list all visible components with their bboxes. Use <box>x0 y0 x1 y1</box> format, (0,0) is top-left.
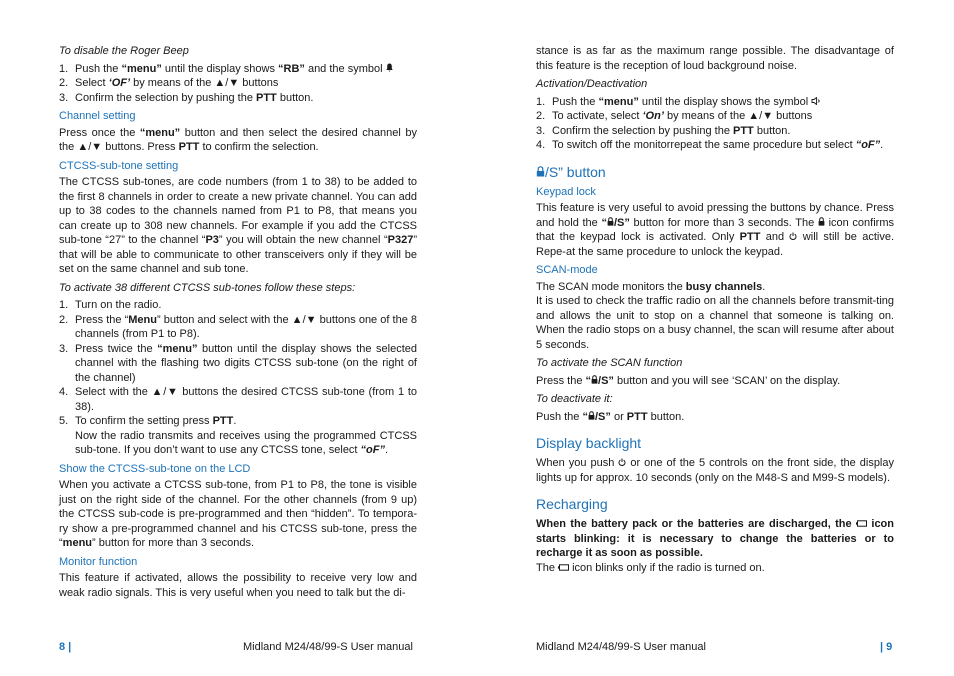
lock-icon <box>818 217 825 228</box>
monitor-text: This feature if activated, allows the possibility to receive very low and weak radio signals. This is very useful when you need to talk but the di- <box>59 572 417 599</box>
bell-icon <box>386 63 393 74</box>
lock-icon <box>536 166 545 179</box>
channel-title: Channel setting <box>59 110 136 122</box>
list-item: 5. To confirm the setting press PTT. Now the radio transmits and receives using the programmed CTCSS sub-tone. If you don’t want to use any CTCSS tone, select “oF”. <box>59 415 417 456</box>
button-heading: /S” button <box>536 163 894 181</box>
show-text: When you activate a CTCSS sub-tone, from P1 to P8, the tone is visible just on the right side of the channel. For the other channels (from 9 up) the CTCSS sub-code is pre-programmed and then “hidden”. To tempora-ry show a pre-programmed channel and his CTCSS sub-tone, press the “menu” button for more than 3 seconds. <box>59 479 417 549</box>
activation-steps <box>536 95 894 153</box>
recharging-warning: When the battery pack or the batteries are discharged, the icon starts blinking: it is necessary to change the batteries or to recharge it as soon as possible. <box>536 518 894 559</box>
keypad-text: This feature is very useful to avoid pressing the buttons by chance. Press and hold the “ /S” button for more than 3 seconds. The icon confirms that the keypad lock is activated. Only PTT and will still be active. Repe-at the same procedure to unlock the keypad. <box>536 202 894 258</box>
list-item: 3. Confirm the selection by pushing the PTT button. <box>59 91 314 104</box>
backlight-heading: Display backlight <box>536 435 642 451</box>
ctcss-text: The CTCSS sub-tones, are code numbers (from 1 to 38) to be added to the first 8 channels in order to create a new private channel. You can add up to 38 codes to the channels named from P1 to P8, that means you can create up to 308 new channels. For example if you add the CTCSS sub-tone “27” to the channel “P3” you will obtain the new channel “P327” that will be able to communicate to other transceivers only if they will be set on the same channel and sub tone. <box>59 176 417 275</box>
scan-activate-text: Press the “ /S” button and you will see ‘SCAN’ on the display. <box>536 374 841 387</box>
monitor-continued-text: stance is as far as the maximum range possible. The disadvantage of this feature is the reception of loud background noise. <box>536 45 894 72</box>
battery-icon <box>856 519 867 529</box>
list-item: 3. Press twice the “menu” button until the display shows the selected channel with the flashing two digits CTCSS sub-tone (on the right of the channel) <box>59 342 417 384</box>
list-item: 1. Push the “menu” until the display shows “RB” and the symbol <box>59 62 417 77</box>
right-footer-title: Midland M24/48/99-S User manual <box>536 641 706 653</box>
speaker-icon <box>811 97 820 107</box>
left-page <box>59 44 417 604</box>
deactivate-text: Push the “ /S” or PTT button. <box>536 410 685 423</box>
list-item: 3. Confirm the selection by pushing the PTT button. <box>536 124 791 137</box>
list-item: 2. To activate, select ‘On’ by means of the ▲/▼ buttons <box>536 110 813 122</box>
list-item: 1. Turn on the radio. <box>59 299 162 311</box>
lock-icon <box>607 217 614 228</box>
list-item: 1. Push the “menu” until the display shows the symbol <box>536 95 894 110</box>
channel-text: Press once the “menu” button and then select the desired channel by the ▲/▼ buttons. Press PTT to confirm the selection. <box>59 126 417 153</box>
recharging-text: The icon blinks only if the radio is turned on. <box>536 561 765 574</box>
scan-title: SCAN-mode <box>536 264 598 276</box>
ctcss-title: CTCSS-sub-tone setting <box>59 159 179 172</box>
list-item: 4. To switch off the monitorrepeat the same procedure but select “oF”. <box>536 139 884 151</box>
activation-title: Activation/Deactivation <box>536 78 648 90</box>
activate-title: To activate 38 different CTCSS sub-tones follow these steps: <box>59 281 356 294</box>
roger-title: To disable the Roger Beep <box>59 45 189 57</box>
lock-icon <box>591 375 598 386</box>
left-footer-title: Midland M24/48/99-S User manual <box>243 641 413 653</box>
recharging-heading: Recharging <box>536 496 608 512</box>
keypad-title: Keypad lock <box>536 185 596 198</box>
list-item: 2. Press the “Menu” button and select with the ▲/▼ buttons one of the 8 channels (from P1 to P8). <box>59 313 418 340</box>
monitor-title: Monitor function <box>59 555 138 568</box>
left-page-number: 8 | <box>59 641 72 653</box>
roger-steps <box>59 62 417 106</box>
backlight-text: When you push or one of the 5 controls on the front side, the display lights up for approx. 10 seconds (only on the M48-S and M99-S models). <box>536 457 894 484</box>
list-item: 4. Select with the ▲/▼ buttons the desired CTCSS sub-tone (from 1 to 38). <box>59 386 417 413</box>
activate-steps <box>59 298 417 458</box>
show-title: Show the CTCSS-sub-tone on the LCD <box>59 462 251 475</box>
right-page <box>536 44 894 579</box>
battery-icon <box>558 563 569 573</box>
scan-activate-title: To activate the SCAN function <box>536 357 683 369</box>
lock-icon <box>588 411 595 422</box>
scan-text-1: The SCAN mode monitors the busy channels. <box>536 280 766 293</box>
deactivate-title: To deactivate it: <box>536 393 613 405</box>
scan-text-2: It is used to check the traffic radio on all the channels before transmit-ting and allows the unit to stop on a channel that someone is talking on. When the radio stops on a busy channel, the scan will resume after about 5 seconds. <box>536 295 894 351</box>
list-item: 2. Select ‘OF’ by means of the ▲/▼ buttons <box>59 77 279 89</box>
right-page-number: | 9 <box>880 641 893 653</box>
